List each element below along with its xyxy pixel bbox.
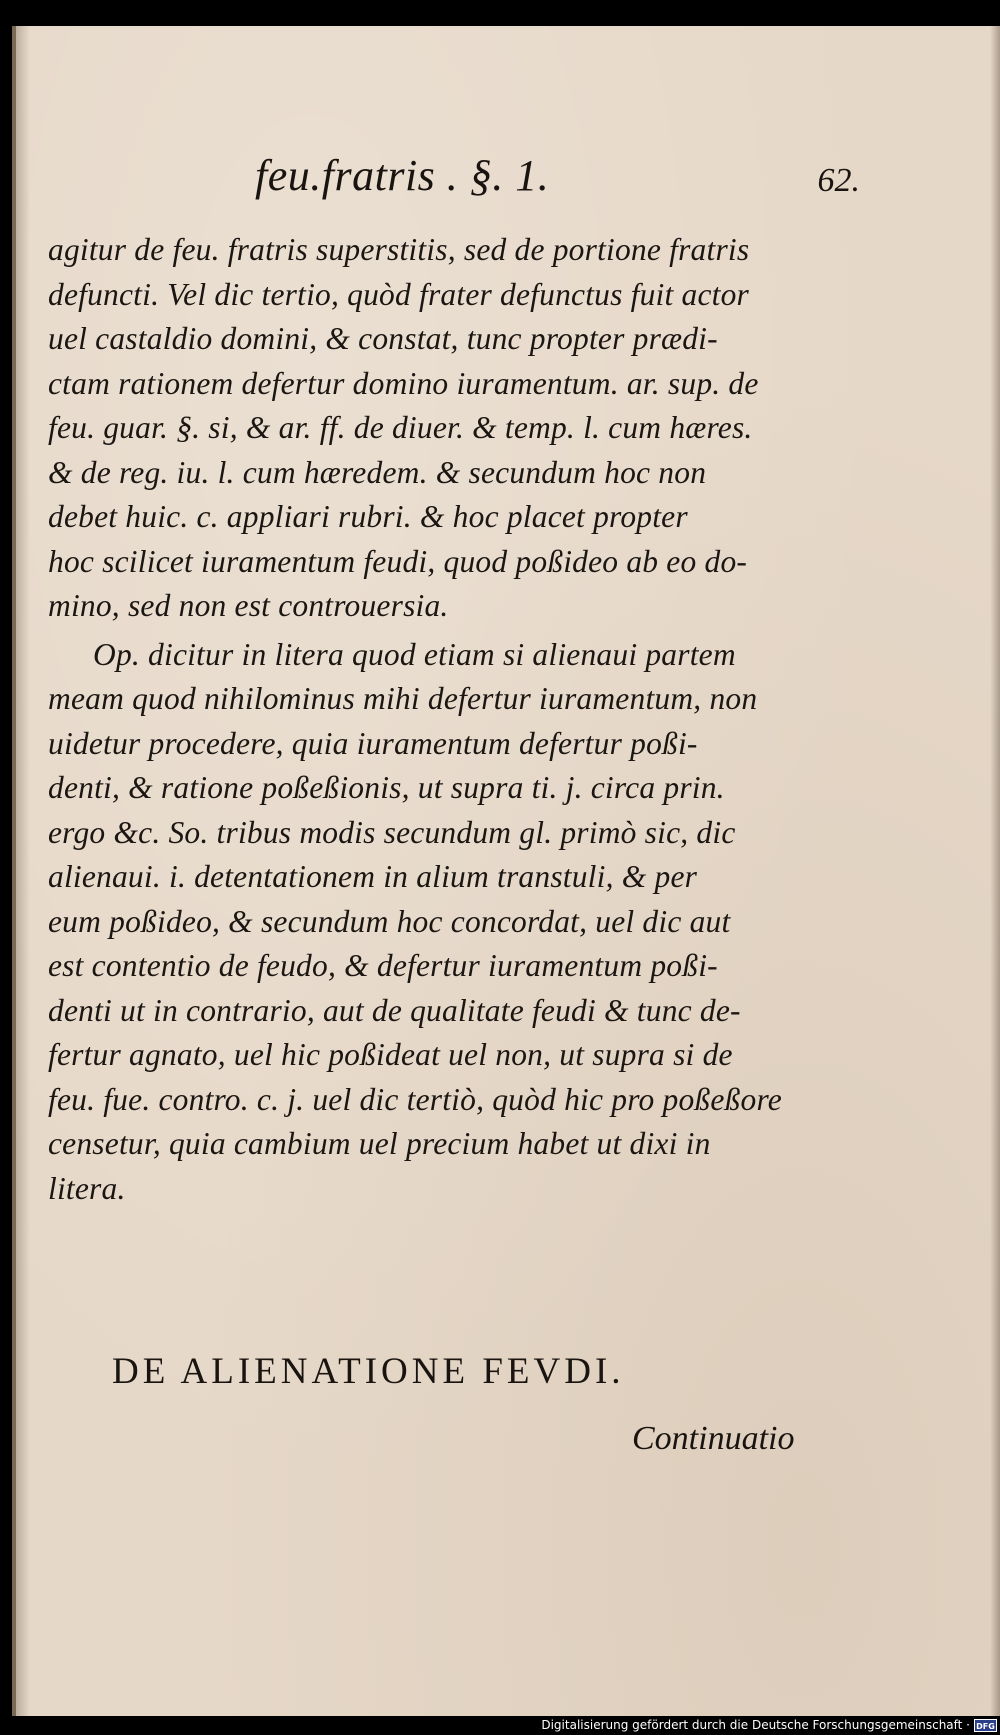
text-line: litera. bbox=[48, 1170, 126, 1206]
text-line: denti ut in contrario, aut de qualitate feudi & tunc de- bbox=[48, 992, 741, 1028]
text-line: debet huic. c. appliari rubri. & hoc placet propter bbox=[48, 499, 688, 534]
text-line: ergo &c. So. tribus modis secundum gl. primò sic, dic bbox=[48, 814, 736, 850]
text-line: denti, & ratione poßeßionis, ut supra ti. j. circa prin. bbox=[48, 770, 725, 805]
digitization-credit: Digitalisierung gefördert durch die Deutsche Forschungsgemeinschaft · bbox=[541, 1718, 970, 1732]
text-line: eum poßideo, & secundum hoc concordat, uel dic aut bbox=[48, 903, 731, 939]
running-title: feu.fratris . §. 1. bbox=[255, 151, 550, 200]
catchword: Continuatio bbox=[632, 1420, 795, 1457]
dfg-logo: DFG bbox=[974, 1719, 997, 1732]
text-line: mino, sed non est controuersia. bbox=[48, 588, 449, 623]
page-number: 62. bbox=[817, 162, 860, 199]
text-line: uidetur procedere, quia iuramentum defertur poßi- bbox=[48, 725, 698, 761]
text-line: censetur, quia cambium uel precium habet ut dixi in bbox=[48, 1126, 711, 1161]
paragraph-1 bbox=[48, 228, 838, 629]
text-line: fertur agnato, uel hic poßideat uel non, ut supra si de bbox=[48, 1037, 733, 1072]
text-line: defuncti. Vel dic tertio, quòd frater defunctus fuit actor bbox=[48, 276, 750, 312]
page-gutter-shadow bbox=[16, 26, 30, 1716]
body-text bbox=[48, 228, 838, 1211]
paragraph-2 bbox=[48, 633, 838, 1212]
text-line: uel castaldio domini, & constat, tunc propter prædi- bbox=[48, 321, 718, 356]
text-line: ctam rationem defertur domino iuramentum. ar. sup. de bbox=[48, 365, 759, 401]
text-line: & de reg. iu. l. cum hæredem. & secundum hoc non bbox=[48, 454, 707, 490]
section-heading: DE ALIENATIONE FEVDI. bbox=[112, 1351, 625, 1392]
text-line: agitur de feu. fratris superstitis, sed de portione fratris bbox=[48, 232, 750, 267]
text-line: meam quod nihilominus mihi defertur iuramentum, non bbox=[48, 681, 758, 716]
text-line: Op. dicitur in litera quod etiam si alienaui partem bbox=[93, 636, 736, 672]
text-line: feu. fue. contro. c. j. uel dic tertiò, quòd hic pro poßeßore bbox=[48, 1081, 782, 1117]
text-line: feu. guar. §. si, & ar. ff. de diuer. & temp. l. cum hæres. bbox=[48, 410, 753, 445]
text-line: alienaui. i. detentationem in alium transtuli, & per bbox=[48, 859, 698, 894]
page-edge-shadow bbox=[990, 26, 1000, 1716]
text-line: est contentio de feudo, & defertur iuramentum poßi- bbox=[48, 948, 718, 983]
text-line: hoc scilicet iuramentum feudi, quod poßideo ab eo do- bbox=[48, 543, 748, 579]
